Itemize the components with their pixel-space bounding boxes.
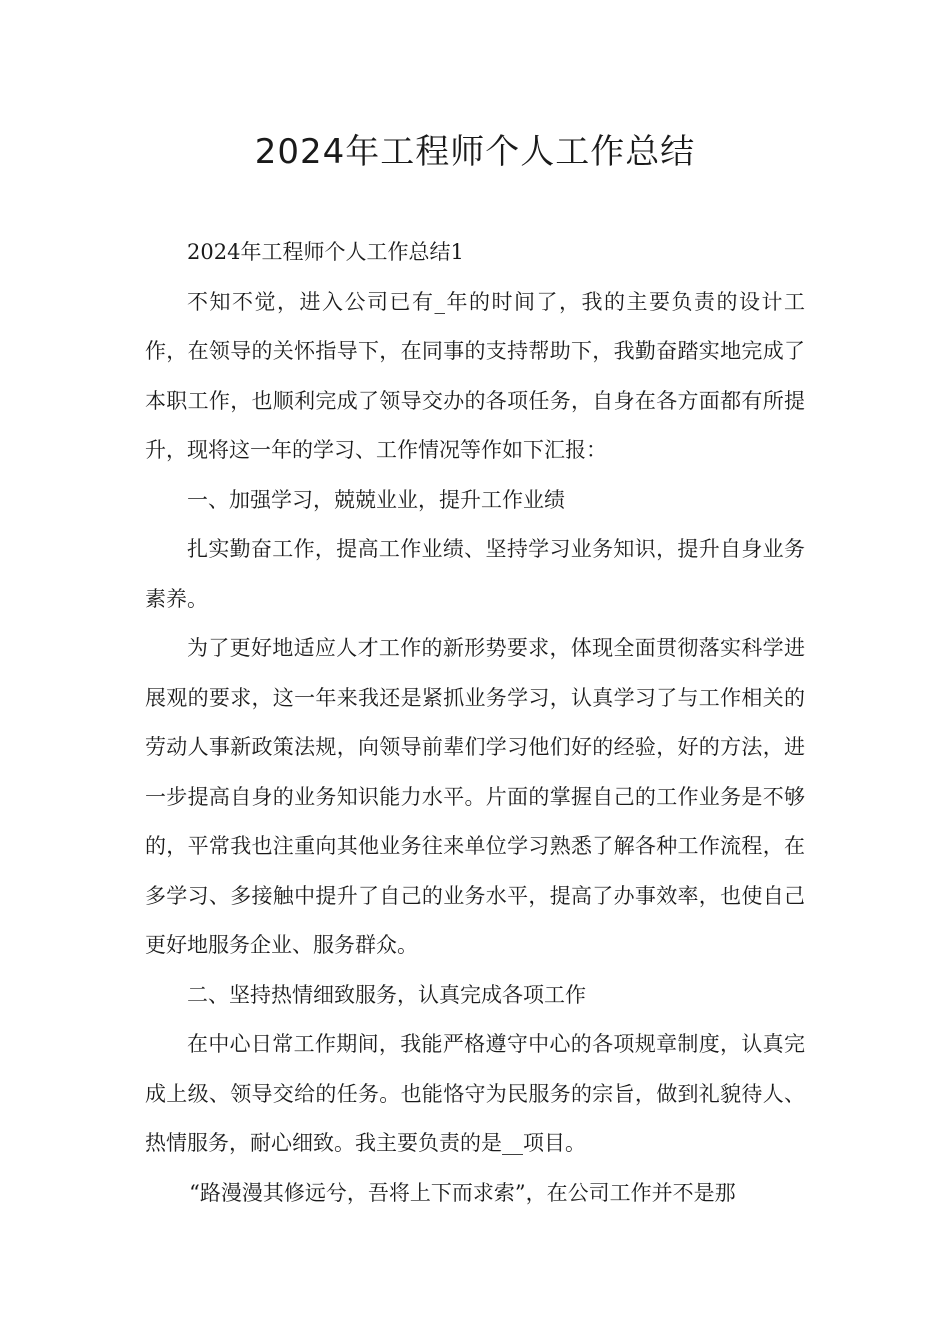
paragraph-study: 为了更好地适应人才工作的新形势要求，体现全面贯彻落实科学进展观的要求，这一年来我还是紧抓业务学习，认真学习了与工作相关的劳动人事新政策法规，向领导前辈们学习他们好的经验，好的方法，进一步提高自身的业务知识能力水平。片面的掌握自己的工作业务是不够的，平常我也注重向其他业务往来单位学习熟悉了解各种工作流程，在多学习、多接触中提升了自己的业务水平，提高了办事效率，也使自己更好地服务企业、服务群众。 bbox=[145, 636, 805, 957]
paragraph-diligence: 扎实勤奋工作，提高工作业绩、坚持学习业务知识，提升自身业务素养。 bbox=[145, 537, 805, 611]
document-body bbox=[145, 228, 805, 1218]
paragraph-intro: 不知不觉，进入公司已有_年的时间了，我的主要负责的设计工作，在领导的关怀指导下，在同事的支持帮助下，我勤奋踏实地完成了本职工作，也顺利完成了领导交办的各项任务，自身在各方面都有所提升，现将这一年的学习、工作情况等作如下汇报： bbox=[145, 289, 805, 462]
section-heading-service: 二、坚持热情细致服务，认真完成各项工作 bbox=[187, 982, 586, 1007]
paragraph-quote: “路漫漫其修远兮，吾将上下而求索”，在公司工作并不是那 bbox=[189, 1180, 736, 1205]
document-title: 2024年工程师个人工作总结 bbox=[254, 132, 696, 172]
paragraph-daily-work: 在中心日常工作期间，我能严格遵守中心的各项规章制度，认真完成上级、领导交给的任务。也能恪守为民服务的宗旨，做到礼貌待人、热情服务，耐心细致。我主要负责的是__项目。 bbox=[145, 1032, 805, 1155]
section-heading-learning: 一、加强学习，兢兢业业，提升工作业绩 bbox=[187, 487, 565, 512]
section-heading-summary-1: 2024年工程师个人工作总结1 bbox=[187, 240, 464, 264]
